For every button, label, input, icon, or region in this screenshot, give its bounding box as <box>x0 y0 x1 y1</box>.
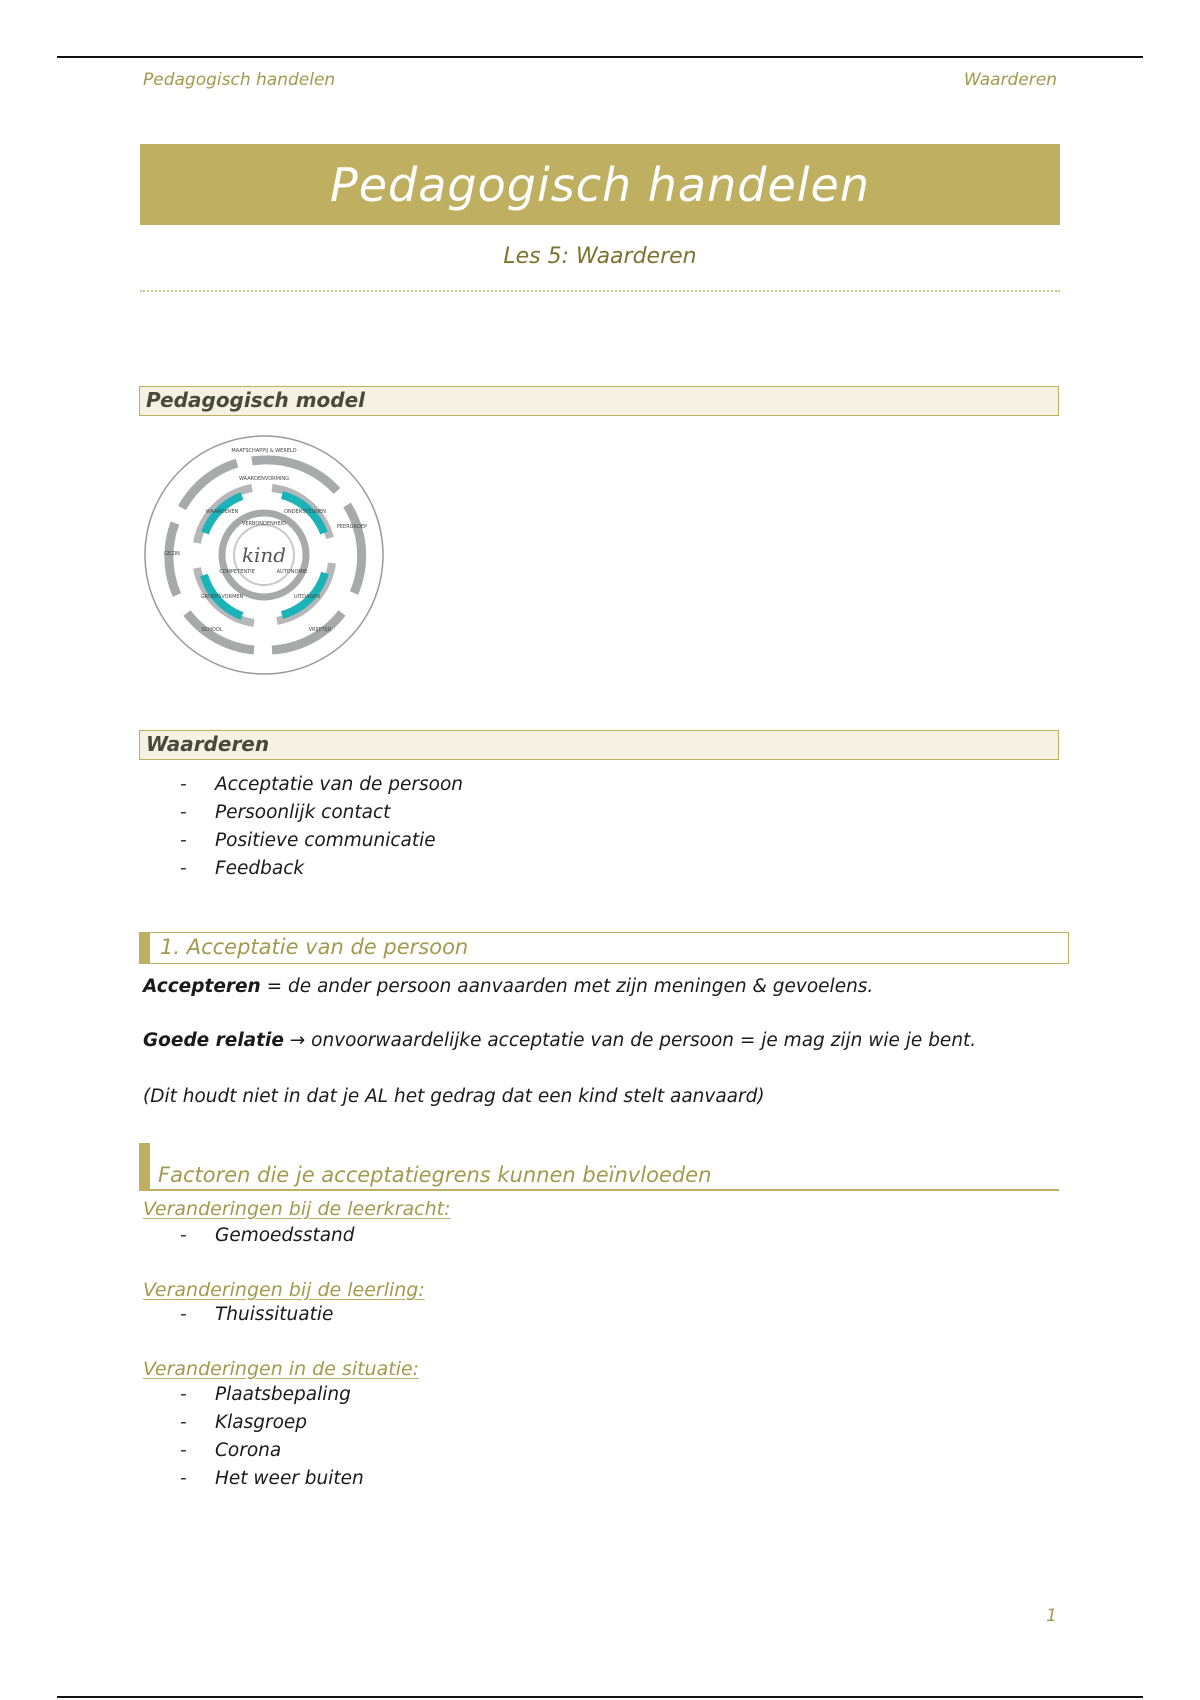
ring-label: COMPETENTIE <box>219 569 255 575</box>
pedagogical-model-figure <box>142 433 386 677</box>
factor-label-situatie: Veranderingen in de situatie: <box>143 1358 420 1380</box>
list-item: - Het weer buiten <box>180 1465 364 1493</box>
ring-label: UITDAGEN <box>293 594 321 600</box>
document-title: Pedagogisch handelen <box>329 157 870 212</box>
term-goede-relatie: Goede relatie <box>143 1030 284 1051</box>
section-heading-acceptatie: 1. Acceptatie van de persoon <box>139 932 1069 964</box>
bottom-rule <box>57 1696 1143 1698</box>
ring-label: GROEPSVORMEN <box>200 594 244 600</box>
title-banner <box>140 144 1060 225</box>
paragraph-goede-relatie <box>143 1030 1053 1051</box>
list-item: - Gemoedsstand <box>180 1222 355 1250</box>
ring-label: VRIJETIJD <box>308 627 332 633</box>
ring-label: GEZIN <box>164 551 180 557</box>
section-heading-model: Pedagogisch model <box>139 386 1059 416</box>
title-divider <box>140 290 1060 292</box>
subsection-heading-factoren: Factoren die je acceptatiegrens kunnen beïnvloeden <box>139 1143 1059 1191</box>
definition-accepteren: = de ander persoon aanvaarden met zijn meningen & gevoelens. <box>260 976 874 997</box>
section-heading-waarderen: Waarderen <box>139 730 1059 760</box>
list-item: - Feedback <box>180 855 463 883</box>
factor-label-leerling: Veranderingen bij de leerling: <box>143 1279 425 1301</box>
page-number: 1 <box>1046 1606 1057 1626</box>
definition-goede-relatie: → onvoorwaardelijke acceptatie van de persoon = je mag zijn wie je bent. <box>283 1030 977 1051</box>
ring-label: ONDERSTEUNEN <box>284 509 326 515</box>
header-right: Waarderen <box>963 70 1057 90</box>
ring-label: SCHOOL <box>201 627 223 633</box>
list-item: - Klasgroep <box>180 1409 364 1437</box>
ring-label: VERBONDENHEID <box>241 521 287 527</box>
ring-label: AUTONOMIE <box>276 569 308 575</box>
list-item: - Thuissituatie <box>180 1301 333 1329</box>
waarderen-list <box>180 771 463 883</box>
factor-list-leerkracht <box>180 1222 355 1250</box>
list-item: - Positieve communicatie <box>180 827 463 855</box>
paragraph-note: (Dit houdt niet in dat je AL het gedrag dat een kind stelt aanvaard) <box>143 1086 765 1107</box>
ring-label: MAATSCHAPPIJ & WERELD <box>231 448 297 454</box>
term-accepteren: Accepteren <box>143 976 261 997</box>
list-item: - Acceptatie van de persoon <box>180 771 463 799</box>
ring-label: WAARDENVORMING <box>238 476 290 482</box>
list-item: - Persoonlijk contact <box>180 799 463 827</box>
ring-label: PEERGROEP <box>336 524 368 530</box>
ring-label: WAARDEREN <box>205 509 239 515</box>
factor-label-leerkracht: Veranderingen bij de leerkracht: <box>143 1198 451 1220</box>
list-item: - Plaatsbepaling <box>180 1381 364 1409</box>
list-item: - Corona <box>180 1437 364 1465</box>
factor-list-leerling <box>180 1301 333 1329</box>
document-subtitle: Les 5: Waarderen <box>503 244 697 269</box>
paragraph-accepteren <box>143 976 1053 997</box>
model-center-label: kind <box>241 543 287 567</box>
top-rule <box>57 56 1143 58</box>
factor-list-situatie <box>180 1381 364 1493</box>
header-left: Pedagogisch handelen <box>143 70 336 90</box>
